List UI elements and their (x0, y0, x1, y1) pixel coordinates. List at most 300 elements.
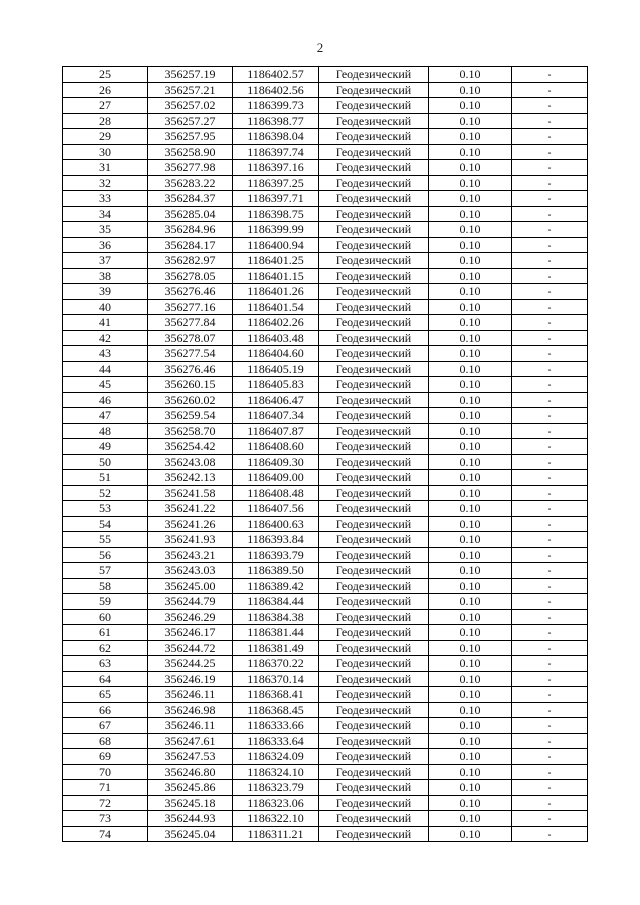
y-coordinate-cell: 1186333.66 (233, 718, 319, 734)
point-number-cell: 25 (63, 67, 148, 83)
y-coordinate-cell: 1186398.77 (233, 113, 319, 129)
method-cell: Геодезический (319, 780, 429, 796)
x-coordinate-cell: 356277.16 (148, 299, 233, 315)
description-cell: - (512, 609, 588, 625)
accuracy-cell: 0.10 (429, 702, 512, 718)
y-coordinate-cell: 1186399.99 (233, 222, 319, 238)
method-cell: Геодезический (319, 160, 429, 176)
x-coordinate-cell: 356246.11 (148, 687, 233, 703)
x-coordinate-cell: 356245.00 (148, 578, 233, 594)
x-coordinate-cell: 356246.29 (148, 609, 233, 625)
x-coordinate-cell: 356241.26 (148, 516, 233, 532)
description-cell: - (512, 222, 588, 238)
x-coordinate-cell: 356257.02 (148, 98, 233, 114)
point-number-cell: 45 (63, 377, 148, 393)
description-cell: - (512, 470, 588, 486)
point-number-cell: 33 (63, 191, 148, 207)
point-number-cell: 46 (63, 392, 148, 408)
coordinates-table (62, 66, 588, 842)
method-cell: Геодезический (319, 578, 429, 594)
y-coordinate-cell: 1186400.63 (233, 516, 319, 532)
page-number: 2 (316, 40, 324, 55)
accuracy-cell: 0.10 (429, 609, 512, 625)
x-coordinate-cell: 356284.37 (148, 191, 233, 207)
point-number-cell: 68 (63, 733, 148, 749)
description-cell: - (512, 702, 588, 718)
accuracy-cell: 0.10 (429, 764, 512, 780)
table-row (63, 594, 588, 610)
description-cell: - (512, 485, 588, 501)
x-coordinate-cell: 356285.04 (148, 206, 233, 222)
y-coordinate-cell: 1186400.94 (233, 237, 319, 253)
y-coordinate-cell: 1186409.00 (233, 470, 319, 486)
table-row (63, 733, 588, 749)
x-coordinate-cell: 356257.95 (148, 129, 233, 145)
method-cell: Геодезический (319, 299, 429, 315)
x-coordinate-cell: 356245.86 (148, 780, 233, 796)
y-coordinate-cell: 1186368.45 (233, 702, 319, 718)
point-number-cell: 49 (63, 439, 148, 455)
method-cell: Геодезический (319, 392, 429, 408)
x-coordinate-cell: 356241.58 (148, 485, 233, 501)
x-coordinate-cell: 356245.18 (148, 795, 233, 811)
method-cell: Геодезический (319, 625, 429, 641)
x-coordinate-cell: 356277.54 (148, 346, 233, 362)
accuracy-cell: 0.10 (429, 191, 512, 207)
method-cell: Геодезический (319, 656, 429, 672)
description-cell: - (512, 98, 588, 114)
accuracy-cell: 0.10 (429, 501, 512, 517)
point-number-cell: 61 (63, 625, 148, 641)
method-cell: Геодезический (319, 253, 429, 269)
method-cell: Геодезический (319, 702, 429, 718)
y-coordinate-cell: 1186408.48 (233, 485, 319, 501)
description-cell: - (512, 547, 588, 563)
point-number-cell: 40 (63, 299, 148, 315)
accuracy-cell: 0.10 (429, 113, 512, 129)
description-cell: - (512, 67, 588, 83)
table-row (63, 454, 588, 470)
y-coordinate-cell: 1186324.09 (233, 749, 319, 765)
accuracy-cell: 0.10 (429, 640, 512, 656)
table-row (63, 439, 588, 455)
method-cell: Геодезический (319, 795, 429, 811)
method-cell: Геодезический (319, 764, 429, 780)
accuracy-cell: 0.10 (429, 485, 512, 501)
accuracy-cell: 0.10 (429, 439, 512, 455)
table-row (63, 113, 588, 129)
x-coordinate-cell: 356244.72 (148, 640, 233, 656)
method-cell: Геодезический (319, 671, 429, 687)
point-number-cell: 60 (63, 609, 148, 625)
point-number-cell: 34 (63, 206, 148, 222)
accuracy-cell: 0.10 (429, 299, 512, 315)
accuracy-cell: 0.10 (429, 392, 512, 408)
description-cell: - (512, 144, 588, 160)
y-coordinate-cell: 1186407.34 (233, 408, 319, 424)
point-number-cell: 56 (63, 547, 148, 563)
accuracy-cell: 0.10 (429, 129, 512, 145)
x-coordinate-cell: 356247.61 (148, 733, 233, 749)
point-number-cell: 70 (63, 764, 148, 780)
point-number-cell: 58 (63, 578, 148, 594)
description-cell: - (512, 780, 588, 796)
description-cell: - (512, 640, 588, 656)
table-row (63, 67, 588, 83)
table-row (63, 485, 588, 501)
point-number-cell: 50 (63, 454, 148, 470)
y-coordinate-cell: 1186402.26 (233, 315, 319, 331)
x-coordinate-cell: 356283.22 (148, 175, 233, 191)
table-row (63, 625, 588, 641)
table-row (63, 671, 588, 687)
method-cell: Геодезический (319, 640, 429, 656)
description-cell: - (512, 439, 588, 455)
point-number-cell: 54 (63, 516, 148, 532)
description-cell: - (512, 656, 588, 672)
y-coordinate-cell: 1186407.56 (233, 501, 319, 517)
table-row (63, 563, 588, 579)
y-coordinate-cell: 1186384.44 (233, 594, 319, 610)
description-cell: - (512, 594, 588, 610)
y-coordinate-cell: 1186323.06 (233, 795, 319, 811)
table-row (63, 780, 588, 796)
x-coordinate-cell: 356246.19 (148, 671, 233, 687)
method-cell: Геодезический (319, 361, 429, 377)
table-row (63, 811, 588, 827)
point-number-cell: 72 (63, 795, 148, 811)
point-number-cell: 32 (63, 175, 148, 191)
accuracy-cell: 0.10 (429, 144, 512, 160)
description-cell: - (512, 237, 588, 253)
description-cell: - (512, 408, 588, 424)
description-cell: - (512, 423, 588, 439)
x-coordinate-cell: 356257.19 (148, 67, 233, 83)
table-row (63, 377, 588, 393)
accuracy-cell: 0.10 (429, 516, 512, 532)
accuracy-cell: 0.10 (429, 82, 512, 98)
table-row (63, 392, 588, 408)
description-cell: - (512, 330, 588, 346)
x-coordinate-cell: 356258.70 (148, 423, 233, 439)
accuracy-cell: 0.10 (429, 811, 512, 827)
y-coordinate-cell: 1186381.49 (233, 640, 319, 656)
y-coordinate-cell: 1186389.42 (233, 578, 319, 594)
point-number-cell: 47 (63, 408, 148, 424)
accuracy-cell: 0.10 (429, 749, 512, 765)
table-row (63, 330, 588, 346)
description-cell: - (512, 671, 588, 687)
x-coordinate-cell: 356276.46 (148, 361, 233, 377)
method-cell: Геодезический (319, 129, 429, 145)
x-coordinate-cell: 356260.02 (148, 392, 233, 408)
method-cell: Геодезический (319, 687, 429, 703)
method-cell: Геодезический (319, 113, 429, 129)
y-coordinate-cell: 1186402.57 (233, 67, 319, 83)
table-row (63, 718, 588, 734)
x-coordinate-cell: 356254.42 (148, 439, 233, 455)
description-cell: - (512, 346, 588, 362)
x-coordinate-cell: 356243.08 (148, 454, 233, 470)
point-number-cell: 28 (63, 113, 148, 129)
x-coordinate-cell: 356244.79 (148, 594, 233, 610)
table-row (63, 361, 588, 377)
y-coordinate-cell: 1186402.56 (233, 82, 319, 98)
description-cell: - (512, 501, 588, 517)
x-coordinate-cell: 356246.17 (148, 625, 233, 641)
method-cell: Геодезический (319, 749, 429, 765)
description-cell: - (512, 687, 588, 703)
x-coordinate-cell: 356245.04 (148, 826, 233, 842)
description-cell: - (512, 563, 588, 579)
table-row (63, 268, 588, 284)
y-coordinate-cell: 1186389.50 (233, 563, 319, 579)
table-row (63, 160, 588, 176)
table-row (63, 501, 588, 517)
accuracy-cell: 0.10 (429, 67, 512, 83)
x-coordinate-cell: 356246.98 (148, 702, 233, 718)
description-cell: - (512, 315, 588, 331)
method-cell: Геодезический (319, 501, 429, 517)
accuracy-cell: 0.10 (429, 377, 512, 393)
method-cell: Геодезический (319, 222, 429, 238)
point-number-cell: 44 (63, 361, 148, 377)
point-number-cell: 31 (63, 160, 148, 176)
accuracy-cell: 0.10 (429, 206, 512, 222)
method-cell: Геодезический (319, 532, 429, 548)
description-cell: - (512, 377, 588, 393)
x-coordinate-cell: 356258.90 (148, 144, 233, 160)
description-cell: - (512, 578, 588, 594)
point-number-cell: 37 (63, 253, 148, 269)
method-cell: Геодезический (319, 346, 429, 362)
y-coordinate-cell: 1186401.25 (233, 253, 319, 269)
table-row (63, 237, 588, 253)
accuracy-cell: 0.10 (429, 454, 512, 470)
table-row (63, 547, 588, 563)
table-row (63, 346, 588, 362)
description-cell: - (512, 516, 588, 532)
table-row (63, 702, 588, 718)
accuracy-cell: 0.10 (429, 408, 512, 424)
y-coordinate-cell: 1186407.87 (233, 423, 319, 439)
table-row (63, 423, 588, 439)
y-coordinate-cell: 1186384.38 (233, 609, 319, 625)
point-number-cell: 48 (63, 423, 148, 439)
point-number-cell: 59 (63, 594, 148, 610)
accuracy-cell: 0.10 (429, 625, 512, 641)
accuracy-cell: 0.10 (429, 780, 512, 796)
accuracy-cell: 0.10 (429, 268, 512, 284)
description-cell: - (512, 268, 588, 284)
x-coordinate-cell: 356278.05 (148, 268, 233, 284)
point-number-cell: 42 (63, 330, 148, 346)
point-number-cell: 38 (63, 268, 148, 284)
method-cell: Геодезический (319, 547, 429, 563)
point-number-cell: 35 (63, 222, 148, 238)
table-row (63, 470, 588, 486)
point-number-cell: 67 (63, 718, 148, 734)
method-cell: Геодезический (319, 423, 429, 439)
y-coordinate-cell: 1186397.16 (233, 160, 319, 176)
point-number-cell: 36 (63, 237, 148, 253)
method-cell: Геодезический (319, 67, 429, 83)
y-coordinate-cell: 1186333.64 (233, 733, 319, 749)
table-row (63, 206, 588, 222)
accuracy-cell: 0.10 (429, 315, 512, 331)
x-coordinate-cell: 356284.17 (148, 237, 233, 253)
point-number-cell: 30 (63, 144, 148, 160)
description-cell: - (512, 129, 588, 145)
table-row (63, 222, 588, 238)
accuracy-cell: 0.10 (429, 718, 512, 734)
table-row (63, 826, 588, 842)
method-cell: Геодезический (319, 485, 429, 501)
description-cell: - (512, 206, 588, 222)
description-cell: - (512, 113, 588, 129)
y-coordinate-cell: 1186397.71 (233, 191, 319, 207)
y-coordinate-cell: 1186311.21 (233, 826, 319, 842)
y-coordinate-cell: 1186368.41 (233, 687, 319, 703)
description-cell: - (512, 191, 588, 207)
accuracy-cell: 0.10 (429, 160, 512, 176)
description-cell: - (512, 811, 588, 827)
point-number-cell: 69 (63, 749, 148, 765)
x-coordinate-cell: 356246.11 (148, 718, 233, 734)
description-cell: - (512, 361, 588, 377)
point-number-cell: 27 (63, 98, 148, 114)
accuracy-cell: 0.10 (429, 284, 512, 300)
y-coordinate-cell: 1186324.10 (233, 764, 319, 780)
description-cell: - (512, 253, 588, 269)
method-cell: Геодезический (319, 439, 429, 455)
coordinates-table-body (63, 67, 588, 842)
accuracy-cell: 0.10 (429, 361, 512, 377)
description-cell: - (512, 764, 588, 780)
x-coordinate-cell: 356259.54 (148, 408, 233, 424)
description-cell: - (512, 392, 588, 408)
accuracy-cell: 0.10 (429, 470, 512, 486)
description-cell: - (512, 733, 588, 749)
accuracy-cell: 0.10 (429, 222, 512, 238)
method-cell: Геодезический (319, 206, 429, 222)
x-coordinate-cell: 356242.13 (148, 470, 233, 486)
point-number-cell: 41 (63, 315, 148, 331)
x-coordinate-cell: 356276.46 (148, 284, 233, 300)
method-cell: Геодезический (319, 284, 429, 300)
x-coordinate-cell: 356247.53 (148, 749, 233, 765)
accuracy-cell: 0.10 (429, 532, 512, 548)
point-number-cell: 63 (63, 656, 148, 672)
method-cell: Геодезический (319, 144, 429, 160)
method-cell: Геодезический (319, 826, 429, 842)
accuracy-cell: 0.10 (429, 733, 512, 749)
accuracy-cell: 0.10 (429, 423, 512, 439)
y-coordinate-cell: 1186398.04 (233, 129, 319, 145)
point-number-cell: 53 (63, 501, 148, 517)
point-number-cell: 65 (63, 687, 148, 703)
description-cell: - (512, 795, 588, 811)
point-number-cell: 39 (63, 284, 148, 300)
y-coordinate-cell: 1186370.14 (233, 671, 319, 687)
description-cell: - (512, 299, 588, 315)
point-number-cell: 29 (63, 129, 148, 145)
x-coordinate-cell: 356241.93 (148, 532, 233, 548)
accuracy-cell: 0.10 (429, 687, 512, 703)
y-coordinate-cell: 1186397.74 (233, 144, 319, 160)
point-number-cell: 51 (63, 470, 148, 486)
method-cell: Геодезический (319, 454, 429, 470)
accuracy-cell: 0.10 (429, 563, 512, 579)
x-coordinate-cell: 356282.97 (148, 253, 233, 269)
table-row (63, 578, 588, 594)
table-row (63, 749, 588, 765)
method-cell: Геодезический (319, 516, 429, 532)
y-coordinate-cell: 1186401.54 (233, 299, 319, 315)
y-coordinate-cell: 1186393.79 (233, 547, 319, 563)
method-cell: Геодезический (319, 82, 429, 98)
method-cell: Геодезический (319, 594, 429, 610)
x-coordinate-cell: 356246.80 (148, 764, 233, 780)
y-coordinate-cell: 1186323.79 (233, 780, 319, 796)
y-coordinate-cell: 1186409.30 (233, 454, 319, 470)
table-row (63, 299, 588, 315)
table-row (63, 129, 588, 145)
x-coordinate-cell: 356257.21 (148, 82, 233, 98)
accuracy-cell: 0.10 (429, 826, 512, 842)
table-row (63, 516, 588, 532)
y-coordinate-cell: 1186399.73 (233, 98, 319, 114)
point-number-cell: 71 (63, 780, 148, 796)
y-coordinate-cell: 1186322.10 (233, 811, 319, 827)
method-cell: Геодезический (319, 563, 429, 579)
description-cell: - (512, 284, 588, 300)
y-coordinate-cell: 1186398.75 (233, 206, 319, 222)
x-coordinate-cell: 356260.15 (148, 377, 233, 393)
x-coordinate-cell: 356257.27 (148, 113, 233, 129)
y-coordinate-cell: 1186370.22 (233, 656, 319, 672)
accuracy-cell: 0.10 (429, 547, 512, 563)
accuracy-cell: 0.10 (429, 795, 512, 811)
y-coordinate-cell: 1186397.25 (233, 175, 319, 191)
accuracy-cell: 0.10 (429, 346, 512, 362)
y-coordinate-cell: 1186405.19 (233, 361, 319, 377)
table-row (63, 532, 588, 548)
table-row (63, 98, 588, 114)
accuracy-cell: 0.10 (429, 656, 512, 672)
point-number-cell: 43 (63, 346, 148, 362)
y-coordinate-cell: 1186381.44 (233, 625, 319, 641)
accuracy-cell: 0.10 (429, 594, 512, 610)
description-cell: - (512, 749, 588, 765)
table-row (63, 764, 588, 780)
description-cell: - (512, 175, 588, 191)
description-cell: - (512, 454, 588, 470)
method-cell: Геодезический (319, 191, 429, 207)
y-coordinate-cell: 1186404.60 (233, 346, 319, 362)
description-cell: - (512, 532, 588, 548)
accuracy-cell: 0.10 (429, 98, 512, 114)
point-number-cell: 66 (63, 702, 148, 718)
method-cell: Геодезический (319, 377, 429, 393)
method-cell: Геодезический (319, 175, 429, 191)
x-coordinate-cell: 356244.93 (148, 811, 233, 827)
method-cell: Геодезический (319, 98, 429, 114)
y-coordinate-cell: 1186393.84 (233, 532, 319, 548)
method-cell: Геодезический (319, 408, 429, 424)
point-number-cell: 74 (63, 826, 148, 842)
description-cell: - (512, 160, 588, 176)
